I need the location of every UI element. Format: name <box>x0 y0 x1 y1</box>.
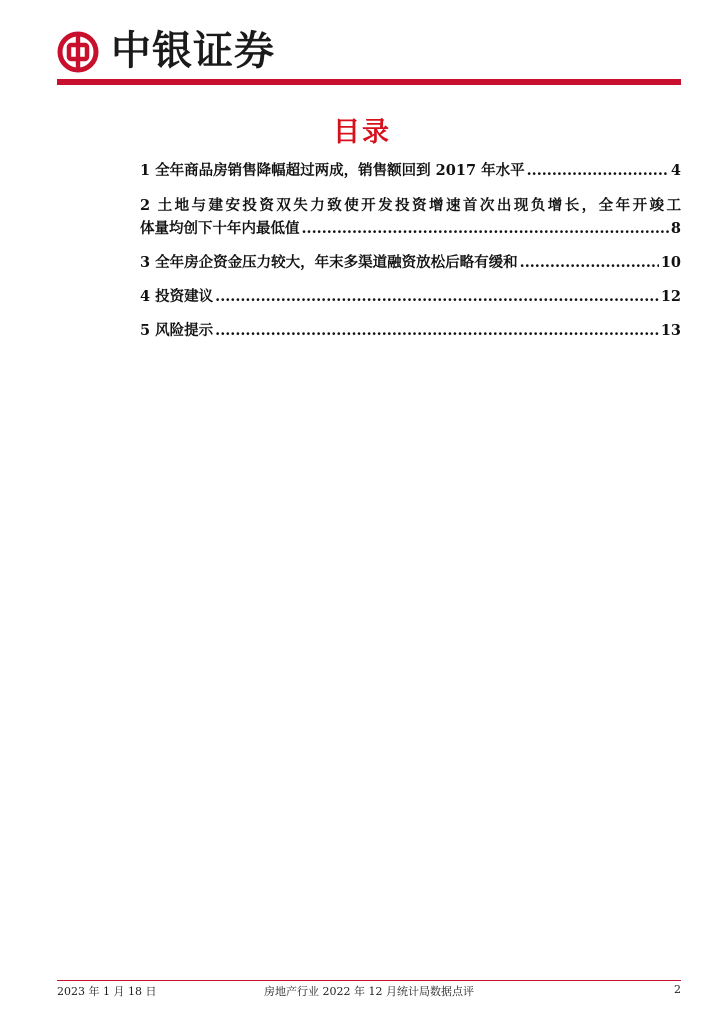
toc-leader-dots <box>215 320 659 342</box>
toc-item-page: 8 <box>670 220 681 237</box>
bank-of-china-logo-icon <box>57 31 99 73</box>
toc-leader-dots <box>527 160 669 182</box>
page-footer <box>57 983 681 1001</box>
toc-item-page: 13 <box>660 322 681 339</box>
toc-item-label-line1: 2 土地与建安投资双失力致使开发投资增速首次出现负增长，全年开竣工 <box>140 197 681 214</box>
brand-name: 中银证券 <box>111 27 275 74</box>
toc-item-page: 4 <box>670 162 681 179</box>
footer-divider <box>57 980 681 981</box>
toc-leader-dots <box>215 286 659 308</box>
toc-item-label: 5 风险提示 <box>140 322 214 339</box>
toc-item-label: 4 投资建议 <box>140 288 214 305</box>
toc-item-label-line2: 体量均创下十年内最低值 <box>140 220 300 237</box>
page-header <box>57 22 680 84</box>
toc-item-page: 12 <box>660 288 681 305</box>
toc-item-3[interactable] <box>140 252 681 274</box>
footer-page-number: 2 <box>674 983 681 996</box>
toc-item-4[interactable] <box>140 286 681 308</box>
table-of-contents <box>140 160 681 354</box>
header-divider <box>57 79 681 85</box>
toc-item-1[interactable] <box>140 160 681 182</box>
toc-item-2[interactable] <box>140 194 681 240</box>
toc-item-label: 1 全年商品房销售降幅超过两成，销售额回到 2017 年水平 <box>140 162 525 179</box>
toc-leader-dots <box>302 217 669 240</box>
toc-leader-dots <box>520 252 659 274</box>
footer-date: 2023 年 1 月 18 日 <box>57 985 157 998</box>
toc-item-page: 10 <box>660 254 681 271</box>
toc-title: 目录 <box>333 117 391 148</box>
toc-item-label: 3 全年房企资金压力较大，年末多渠道融资放松后略有缓和 <box>140 254 518 271</box>
footer-report-title: 房地产行业 2022 年 12 月统计局数据点评 <box>264 985 474 998</box>
toc-item-5[interactable] <box>140 320 681 342</box>
